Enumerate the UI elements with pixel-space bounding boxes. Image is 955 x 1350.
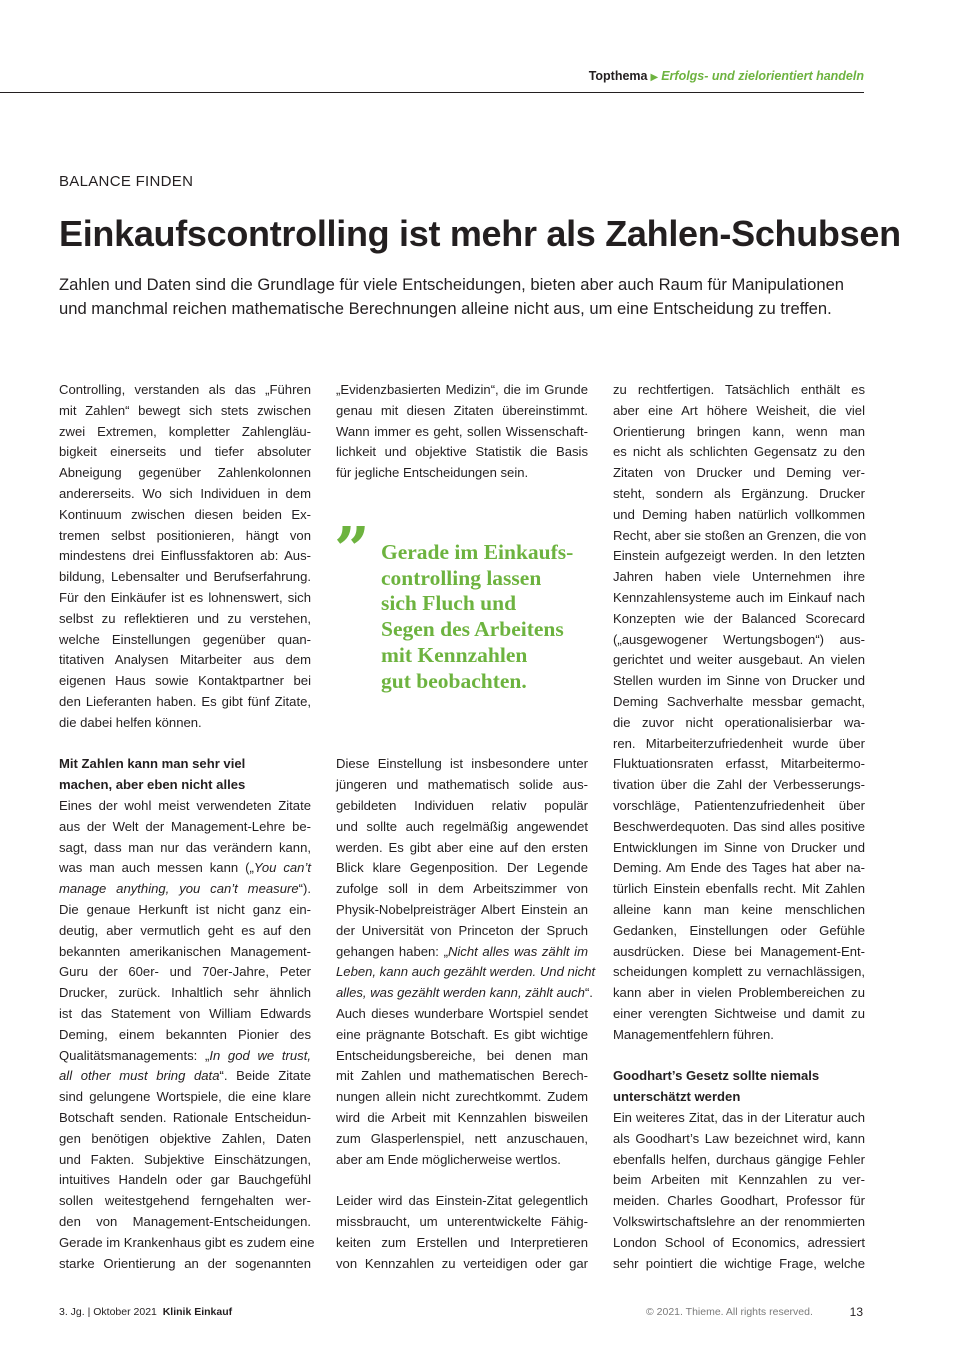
pull-quote-line: gut beobachten. — [381, 668, 527, 693]
body-line: was man auch messen kann („You can’t — [59, 860, 311, 876]
body-line: ist das Statement von William Edwards — [59, 1006, 311, 1021]
body-line: es nicht als schlichten Gegensatz zu den — [613, 444, 865, 460]
article-title: Einkaufscontrolling ist mehr als Zahlen-Schubsen — [59, 213, 901, 254]
body-line: den Lieferanten haben. Es gibt fünf Zitate, — [59, 694, 311, 709]
body-line: aber eine Art höhere Weisheit, die viel — [613, 402, 865, 418]
body-line: Leider wird das Einstein-Zitat gelegentlich — [336, 1193, 588, 1209]
body-line: Ein weiteres Zitat, das in der Literatur auch — [613, 1110, 865, 1125]
body-line: beim Arbeiten mit Kennzahlen zu ver- — [613, 1172, 865, 1188]
body-line: zu rechtfertigen. Tatsächlich enthält es — [613, 382, 865, 397]
body-line: Controlling, verstanden als das „Führen — [59, 382, 311, 397]
page-number: 13 — [849, 1305, 863, 1319]
body-line: Abneigung gegenüber Zahlenkolonnen — [59, 465, 311, 481]
body-line: andererseits. Wo sich Individuen in dem — [59, 486, 311, 501]
lead-line: und manchmal reichen mathematische Berechnungen alleine nicht aus, um eine Entscheidung zu treffen. — [59, 299, 832, 318]
section-heading: unterschätzt werden — [613, 1089, 741, 1105]
body-line: „Evidenzbasierten Medizin“, die im Grunde — [336, 382, 588, 397]
body-line: Deming. Am Ende des Tages hat aber na- — [613, 860, 865, 876]
body-line: Zitaten von Drucker und Deming ver- — [613, 465, 865, 481]
pull-quote-line: Gerade im Einkaufs- — [381, 540, 574, 564]
body-line: titativen Analysen Mitarbeiter aus dem — [59, 652, 311, 668]
body-line: tivation über die Zahl der Verbesserungs- — [613, 777, 865, 793]
body-line: die dabei helfen können. — [59, 714, 202, 730]
footer-copyright: © 2021. Thieme. All rights reserved. — [646, 1306, 813, 1318]
body-line: Beschwerdequoten. Das sind alles positive — [613, 818, 865, 834]
body-line: zwei Extremen, kompletter Zahlengläu- — [59, 423, 311, 439]
body-line: tremen selbst positionieren, hängt von — [59, 527, 311, 543]
body-line: steht, sondern als Ergänzung. Drucker — [613, 486, 865, 501]
body-line: ebenfalls helfen, durchaus gängige Fehler — [613, 1151, 865, 1167]
body-line: aus der Welt der Management-Lehre be- — [59, 818, 311, 834]
body-line: manage anything, you can’t measure“). — [59, 881, 311, 897]
body-line: Eines der wohl meist verwendeten Zitate — [59, 798, 311, 813]
body-line: Stellen wurden im Sinne von Drucker und — [613, 673, 865, 689]
pull-quote-line: sich Fluch und — [381, 591, 517, 616]
body-line: werden. Es gibt aber eine auf den ersten — [336, 839, 588, 855]
body-line: intuitives Handeln oder gar Bauchgefühl — [59, 1172, 311, 1188]
body-line: jüngeren und mathematisch solide aus- — [336, 777, 588, 793]
body-line: Fluktuationsraten erfasst, Mitarbeitermo- — [613, 756, 865, 772]
body-line: Recht, aber sie stoßen an Grenzen, die von — [613, 527, 867, 543]
section-heading: Mit Zahlen kann man sehr viel — [59, 756, 246, 772]
triangle-right-icon: ▶ — [650, 72, 659, 83]
body-line: von Kennzahlen zu verteidigen oder gar — [336, 1255, 588, 1271]
body-line: sagt, dass man nur das verändern kann, — [59, 839, 311, 855]
header-rule — [0, 92, 864, 93]
body-line: als Goodhart’s Law bezeichnet wird, kann — [613, 1130, 865, 1146]
body-line: sind gelungene Wortspiele, die eine klare — [59, 1089, 311, 1105]
article-kicker: BALANCE FINDEN — [59, 173, 194, 190]
body-line: Leben, kann auch gezählt werden. Und nicht — [336, 964, 596, 980]
body-line: Deming Sachverhalte messbar gemacht, — [613, 694, 865, 709]
body-line: ren. Mitarbeiterzufriedenheit wurde über — [613, 735, 865, 751]
body-line: türlich Einstein ebenfalls recht. Mit Zahlen — [613, 881, 865, 897]
pull-quote-line: mit Kennzahlen — [381, 642, 528, 667]
body-line: scheidungen komplett zu vernachlässigen, — [613, 964, 865, 980]
body-line: gebildeten Individuen relativ populär — [336, 798, 588, 813]
footer-journal: Klinik Einkauf — [162, 1306, 233, 1318]
footer-issue-info — [59, 1306, 232, 1318]
body-line: eine prägnante Botschaft. Es gibt wichtige — [336, 1026, 588, 1042]
pull-quote-line: Segen des Arbeitens — [381, 617, 564, 642]
body-line: den von Management-Entscheidungen. — [59, 1214, 311, 1229]
body-line: Kennzahlensysteme auch im Einkauf nach — [613, 590, 865, 605]
body-line: Blick klare Gegenposition. Der Legende — [336, 860, 588, 876]
body-line: Kontinuum zwischen diesen beiden Ex- — [59, 506, 311, 522]
body-line: Volkswirtschaftslehre an der renommierten — [613, 1214, 865, 1229]
body-line: genau mit diesen Zitaten übereinstimmt. — [336, 402, 588, 418]
body-line: alles, was gezählt werden kann, zählt auch“. — [336, 985, 593, 1001]
body-line: Die genaue Herkunft ist nicht ganz ein- — [59, 902, 311, 917]
body-line: zum Glasperlenspiel, nett anzuschauen, — [336, 1130, 588, 1146]
body-line: gerichtet und weiter ausgebaut. An vielen — [613, 652, 865, 668]
body-line: Orientierung bringen kann, wenn man — [613, 423, 865, 439]
body-line: bekannten amerikanischen Management- — [59, 943, 311, 959]
pull-quote-line: controlling lassen — [381, 565, 542, 590]
body-line: gehangen haben: „Nicht alles was zählt im — [336, 943, 588, 959]
body-line: kann aber in vielen Problembereichen zu — [613, 985, 865, 1001]
body-line: Jahren haben viele Unternehmen ihre — [613, 569, 865, 585]
body-line: nungen allein nicht zurechtkommt. Zudem — [336, 1089, 588, 1105]
body-line: und Deming haben natürlich vollkommen — [613, 506, 865, 522]
body-line: Gedanken, Einstellungen oder Gefühle — [613, 922, 865, 938]
body-line: einer verengten Sichtweise und damit zu — [613, 1006, 865, 1021]
footer-issue: 3. Jg. | Oktober 2021 — [59, 1306, 157, 1318]
body-line: eigenen Haus sowie Kontaktpartner bei — [59, 673, 311, 689]
body-line: ausdrücken. Diese bei Management-Ent- — [613, 943, 865, 959]
body-line: bigkeit einerseits und tiefer absoluter — [59, 444, 311, 460]
body-line: wird die Arbeit mit Kennzahlen bisweilen — [336, 1110, 588, 1125]
body-line: alleine kann man keine menschlichen — [613, 902, 865, 917]
quote-mark-icon: ” — [334, 513, 370, 586]
body-line: Guru der 60er- und 70er-Jahre, Peter — [59, 964, 311, 980]
body-line: und sollte auch regelmäßig angewendet — [336, 818, 588, 834]
body-line: vorschläge, Patientenzufriedenheit über — [613, 798, 865, 813]
body-line: Diese Einstellung ist insbesondere unter — [336, 756, 588, 772]
body-line: Auch dieses wunderbare Wortspiel sendet — [336, 1006, 588, 1021]
body-line: Entwicklungen im Sinne von Drucker und — [613, 839, 865, 855]
running-head-subtopic: Erfolgs- und zielorientiert handeln — [661, 69, 864, 83]
body-line: gen benötigen objektive Zahlen, Daten — [59, 1130, 311, 1146]
body-line: zufolge soll in dem Arbeitszimmer von — [336, 881, 588, 897]
body-line: die zuvor nicht operationalisierbar wa- — [613, 714, 865, 730]
body-line: all other must bring data“. Beide Zitate — [59, 1068, 311, 1084]
body-line: der Universität von Princeton der Spruch — [336, 922, 588, 938]
body-line: mindestens drei Einflussfaktoren ab: Aus- — [59, 548, 311, 564]
body-line: Qualitätsmanagements: „In god we trust, — [59, 1047, 311, 1063]
body-line: welche Einstellungen gegenüber quan- — [59, 631, 311, 647]
body-line: Botschaft senden. Rationale Entscheidun- — [59, 1110, 311, 1125]
body-line: Konzepten wie der Balanced Scorecard — [613, 610, 865, 626]
body-line: Wann immer es geht, sollen Wissenschaft- — [336, 423, 588, 439]
body-line: lichkeit und objektive Statistik die Basis — [336, 444, 588, 460]
body-line: starke Orientierung an der sogenannten — [59, 1255, 311, 1271]
body-line: Entscheidungsbereiche, bei denen man — [336, 1047, 588, 1063]
article-lead — [59, 273, 879, 321]
body-line: deutig, aber vermutlich geht es auf den — [59, 922, 311, 938]
body-line: bildung, Lebensalter und Berufserfahrung. — [59, 569, 311, 585]
body-line: mit Zahlen und mathematischen Berech- — [336, 1068, 588, 1084]
body-line: und Fakten. Subjektive Einschätzungen, — [59, 1151, 311, 1167]
body-line: selbst zu reflektieren und zu verstehen, — [59, 610, 311, 626]
body-line: Für den Einkäufer ist es lohnenswert, sich — [59, 590, 311, 605]
body-line: Managementfehlern führen. — [613, 1026, 774, 1042]
body-line: („ausgewogener Wertungsbogen“) aus- — [613, 631, 865, 647]
running-head — [589, 69, 864, 83]
body-line: meiden. Charles Goodhart, Professor für — [613, 1193, 865, 1209]
body-line: mit Zahlen“ bewegt sich stets zwischen — [59, 402, 311, 418]
body-line: sollen weitestgehend ferngehalten wer- — [59, 1193, 311, 1209]
body-line: Drucker, zurück. Inhaltlich sehr ähnlich — [59, 985, 311, 1001]
running-head-topic: Topthema — [588, 69, 648, 83]
lead-line: Zahlen und Daten sind die Grundlage für viele Entscheidungen, bieten aber auch Raum für Manipulationen — [59, 275, 845, 294]
body-line: Deming, einem bekannten Pionier des — [59, 1026, 311, 1042]
body-line: London School of Economics, adressiert — [613, 1234, 865, 1250]
body-line: aber am Ende möglicherweise wertlos. — [336, 1151, 561, 1167]
body-line: Einstein aufgezeigt werden. In den letzten — [613, 548, 865, 564]
body-line: sehr pointiert die wichtige Frage, welche — [613, 1255, 865, 1271]
section-heading: machen, aber eben nicht alles — [59, 777, 246, 793]
body-line: für jegliche Entscheidungen sein. — [336, 465, 529, 481]
body-line: Physik-Nobelpreisträger Albert Einstein an — [336, 902, 588, 917]
body-line: missbraucht, um unterentwickelte Fähig- — [336, 1214, 588, 1229]
body-line: keiten zum Erstellen und Interpretieren — [336, 1234, 588, 1250]
section-heading: Goodhart’s Gesetz sollte niemals — [613, 1068, 820, 1084]
body-line: Gerade im Krankenhaus gibt es zudem eine — [59, 1234, 315, 1250]
